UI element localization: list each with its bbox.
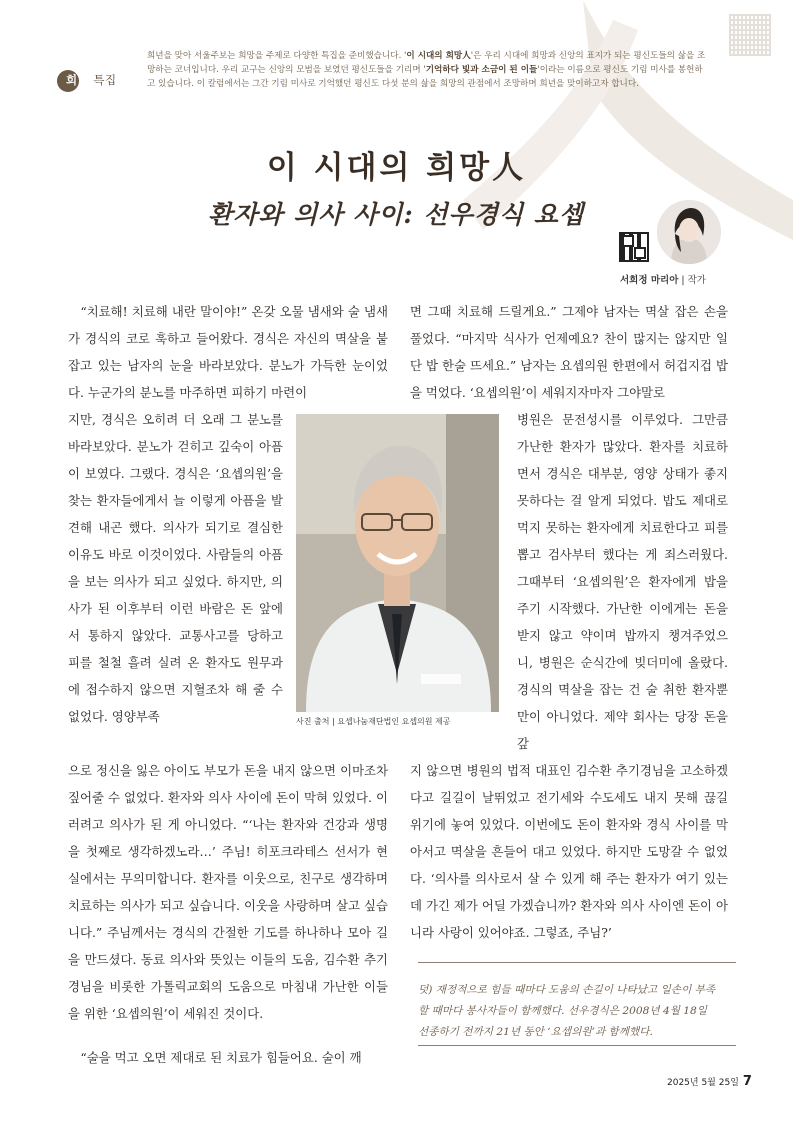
intro-paragraph: 희년을 맞아 서울주보는 희망을 주제로 다양한 특집을 준비했습니다. '이 시대의 희망人'은 우리 시대에 희망과 신앙의 표지가 되는 평신도들의 삶을 조망하는 코너입니다. 우리 교구는 신앙의 모범을 보였던 평신도들을 기리며 '기억하다 빛과 소금이 된 이들'이라는 이름으로 평신도 기림 미사를 봉헌하고 있습니다. 이 칼럼에서는 그간 기림 미사로 기억했던 평신도 다섯 분의 삶을 희망의 관점에서 조망하며 희년을 맞이하고자 합니다.	[147, 51, 706, 90]
body-col2-wrap: 병원은 문전성시를 이루었다. 그만큼 가난한 환자가 많았다. 환자를 치료하면서 경식은 대부분, 영양 상태가 좋지 못하다는 걸 알게 되었다. 밥도 제대로 먹지 못하는 환자에게 치료한다고 피를 뽑고 검사부터 했다는 게 죄스러웠다. 그때부터 ‘요셉의원’은 환자에게 밥을 주기 시작했다. 가난한 이에게는 돈을 받지 않고 약이며 밥까지 챙겨주었으니, 병원은 순식간에 빚더미에 올랐다. 경식의 멱살을 잡는 건 술 취한 환자뿐만이 아니었다. 제약 회사는 당장 돈을 갚	[517, 412, 728, 751]
body-col1-last: “술을 먹고 오면 제대로 된 치료가 힘들어요. 술이 깨	[80, 1050, 362, 1065]
body-col2-bottom: 지 않으면 병원의 법적 대표인 김수환 추기경님을 고소하겠다고 길길이 날뛰었고 전기세와 수도세도 내지 못해 끊길 위기에 놓여 있었다. 이번에도 돈이 환자와 경식 사이를 막아서고 멱살을 흔들어 대고 있었다. 하지만 도망갈 수 없었다. ‘의사를 의사로서 살 수 있게 해 주는 환자가 여기 있는데 가긴 제가 어딜 가겠습니까? 환자와 의사 사이엔 돈이 아니라 사랑이 있어야죠. 그렇죠, 주님?’	[410, 763, 728, 940]
page-subtitle: 환자와 의사 사이: 선우경식 요셉	[208, 200, 584, 229]
body-col2-top: 면 그때 치료해 드릴게요.” 그제야 남자는 멱살 잡은 손을 풀었다. “마지막 식사가 언제예요? 찬이 많지는 않지만 일단 밥 한술 뜨세요.” 남자는 요셉의원 한편에서 허겁지겁 밥을 먹었다. ‘요셉의원’이 세워지자마자 그야말로	[410, 304, 728, 400]
body-col1-wrap: 지만, 경식은 오히려 더 오래 그 분노를 바라보았다. 분노가 걷히고 깊숙이 아픔이 보였다. 그랬다. 경식은 ‘요셉의원’을 찾는 환자들에게서 늘 이렇게 아픔을 발견해 내곤 했다. 의사가 되기로 결심한 이유도 바로 이것이었다. 사람들의 아픔을 보는 의사가 되고 싶었다. 하지만, 의사가 된 이후부터 이런 바람은 돈 앞에서 통하지 않았다. 교통사고를 당하고 피를 철철 흘려 실려 온 환자도 원무과에 접수하지 않으면 지혈조차 해 줄 수 없었다. 영양부족	[68, 412, 283, 724]
body-col1-bottom: 으로 정신을 잃은 아이도 부모가 돈을 내지 않으면 이마조차 짚어줄 수 없었다. 환자와 의사 사이에 돈이 막혀 있었다. 이러려고 의사가 된 게 아니었다. “‘나는 환자와 건강과 생명을 첫째로 생각하겠노라…’ 주님! 히포크라테스 선서가 현실에서는 무의미합니다. 환자를 이웃으로, 친구로 생각하며 치료하는 의사가 되고 싶습니다. 이웃을 사랑하며 살고 싶습니다.” 주님께서는 경식의 간절한 기도를 하나하나 모아 길을 만드셨다. 동료 의사와 뜻있는 이들의 도움, 김수환 추기경님을 비롯한 가톨릭교회의 도움으로 마침내 가난한 이들을 위한 ‘요셉의원’이 세워진 것이다.	[68, 763, 388, 1021]
photo-caption: 사진 출처 | 요셉나눔재단법인 요셉의원 제공	[296, 717, 451, 726]
page-number: 7	[742, 1074, 752, 1089]
body-col1-top: “치료해! 치료해 내란 말이야!” 온갖 오물 냄새와 술 냄새가 경식의 코로 훅하고 들어왔다. 경식은 자신의 멱살을 붙잡고 있는 남자의 눈을 바라보았다. 분노가 가득한 눈이었다. 누군가의 분노를 마주하면 피하기 마련이	[68, 304, 388, 400]
footnote: 덧) 재정적으로 힘들 때마다 도움의 손길이 나타났고 일손이 부족할 때마다 봉사자들이 함께했다. 선우경식은 2008년 4월 18일 선종하기 전까지 21년 동안 ‘요셉의원’과 함께했다.	[418, 984, 716, 1038]
series-label: 희년 특집	[66, 73, 117, 87]
author-byline: 서희정 마리아 | 작가	[620, 275, 706, 286]
author-avatar	[657, 200, 721, 264]
qr-code-icon[interactable]	[619, 232, 649, 262]
page-footer	[667, 1074, 752, 1089]
note-bottom-rule	[418, 1045, 736, 1046]
corner-pattern-decoration	[729, 14, 771, 56]
page-title: 이 시대의 희망人	[266, 150, 527, 186]
issue-date: 2025년 5월 25일	[667, 1078, 739, 1088]
doctor-photo	[296, 414, 499, 712]
note-top-rule	[418, 962, 736, 963]
